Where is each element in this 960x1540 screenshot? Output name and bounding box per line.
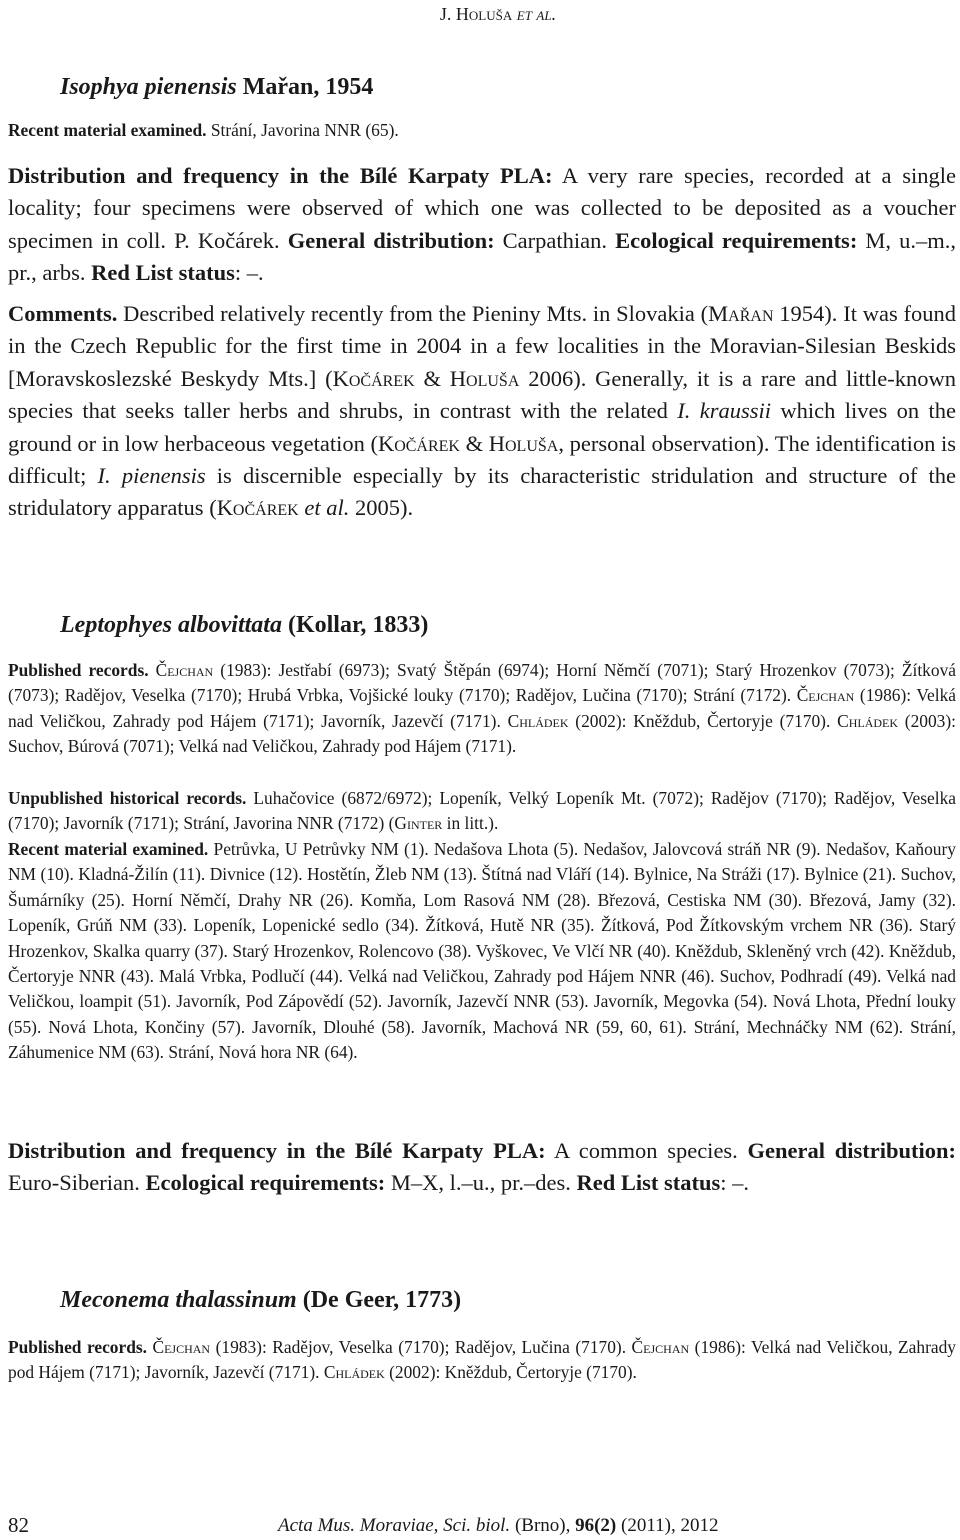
species-heading-isophya: Isophya pienensis Mařan, 1954 <box>60 74 374 100</box>
species-heading-meconema: Meconema thalassinum (De Geer, 1773) <box>60 1287 462 1313</box>
meconema-published-records: Published records. Čejchan (1983): Radějov, Veselka (7170); Radějov, Lučina (7170). Čejchan (1986): Velká nad Veličkou, Zahrady pod Hájem (7171); Javorník, Jazevčí (7171). Chládek (2002): Kněždub, Čertoryje (7170). <box>8 1337 956 1383</box>
leptophyes-unpublished-records: Unpublished historical records. Luhačovice (6872/6972); Lopeník, Velký Lopeník Mt. (7072); Radějov (7170); Radějov, Veselka (7170); Javorník (7171); Strání, Javorina NNR (7172) (Ginter in litt.). <box>8 788 956 834</box>
leptophyes-distribution: Distribution and frequency in the Bílé Karpaty PLA: A common species. General distribution: Euro-Siberian. Ecological requirements: M–X, l.–u., pr.–des. Red List status: –. <box>8 1138 956 1196</box>
leptophyes-recent-material: Recent material examined. Petrůvka, U Petrůvky NM (1). Nedašova Lhota (5). Nedašov, Jalovcová stráň NR (9). Nedašov, Kaňoury NM (10). Kladná-Žilín (11). Divnice (12). Hostětín, Žleb NM (13). Štítná nad Vláří (14). Bylnice, Na Stráži (17). Bylnice (21). Suchov, Šumárníky (25). Horní Němčí, Drahy NR (26). Komňa, Lom Rasová NM (28). Březová, Cestiska NM (30). Březová, Jamy (32). Lopeník, Grúň NM (33). Lopeník, Lopenické sedlo (34). Žítková, Hutě NR (35). Žítková, Pod Žítkovským vrchem NR (36). Starý Hrozenkov, Skalka quarry (37). Starý Hrozenkov, Rolencovo (38). Vyškovec, Ve Vlčí NR (40). Kněždub, Skleněný vrch (42). Kněždub, Čertoryje NNR (43). Malá Vrbka, Podlučí (44). Velká nad Veličkou, Zahrady pod Hájem NNR (46). Suchov, Podhradí (49). Velká nad Veličkou, loampit (51). Javorník, Pod Zápovědí (52). Javorník, Jazevčí NNR (53). Javorník, Megovka (54). Nová Lhota, Přední louky (55). Nová Lhota, Končiny (57). Javorník, Dlouhé (58). Javorník, Machová NR (59, 60, 61). Strání, Mechnáčky NM (62). Strání, Záhumenice NM (63). Strání, Nová hora NR (64). <box>8 839 956 1063</box>
isophya-main-text: Distribution and frequency in the Bílé Karpaty PLA: A very rare species, recorded at a single locality; four specimens were observed of which one was collected to be deposited as a voucher specimen in coll. P. Kočárek. General distribution: Carpathian. Ecological requirements: M, u.–m., pr., arbs. Red List status: –. <box>8 163 956 286</box>
isophya-recent-material: Recent material examined. Strání, Javorina NNR (65). <box>8 120 399 140</box>
page-number: 82 <box>8 1513 29 1537</box>
journal-citation: Acta Mus. Moraviae, Sci. biol. (Brno), 96(2) (2011), 2012 <box>278 1515 719 1536</box>
running-head-author: Holuša <box>455 4 513 24</box>
running-head: J. Holuša et al. <box>439 4 557 24</box>
running-head-etal: et al. <box>516 4 557 24</box>
species-heading-leptophyes: Leptophyes albovittata (Kollar, 1833) <box>60 612 429 638</box>
leptophyes-published-records: Published records. Čejchan (1983): Jestřabí (6973); Svatý Štěpán (6974); Horní Němčí (7071); Starý Hrozenkov (7073); Žítková (7073); Radějov, Veselka (7170); Hrubá Vrbka, Vojšické louky (7170); Radějov, Lučina (7170); Strání (7172). Čejchan (1986): Velká nad Veličkou, Zahrady pod Hájem (7171); Javorník, Jazevčí (7171). Chládek (2002): Kněždub, Čertoryje (7170). Chládek (2003): Suchov, Búrová (7071); Velká nad Veličkou, Zahrady pod Hájem (7171). <box>8 660 957 757</box>
isophya-comments: Comments. Described relatively recently from the Pieniny Mts. in Slovakia (Mařan 1954). It was found in the Czech Republic for the first time in 2004 in a few localities in the Moravian-Silesian Beskids [Moravskoslezské Beskydy Mts.] (Kočárek & Holuša 2006). Generally, it is a rare and little-known species that seeks taller herbs and shrubs, in contrast with the related I. kraussii which lives on the ground or in low herbaceous vegetation (Kočárek & Holuša, personal observation). The identification is difficult; I. pienensis is discernible especially by its characteristic stridulation and structure of the stridulatory apparatus (Kočárek et al. 2005). <box>8 301 957 521</box>
